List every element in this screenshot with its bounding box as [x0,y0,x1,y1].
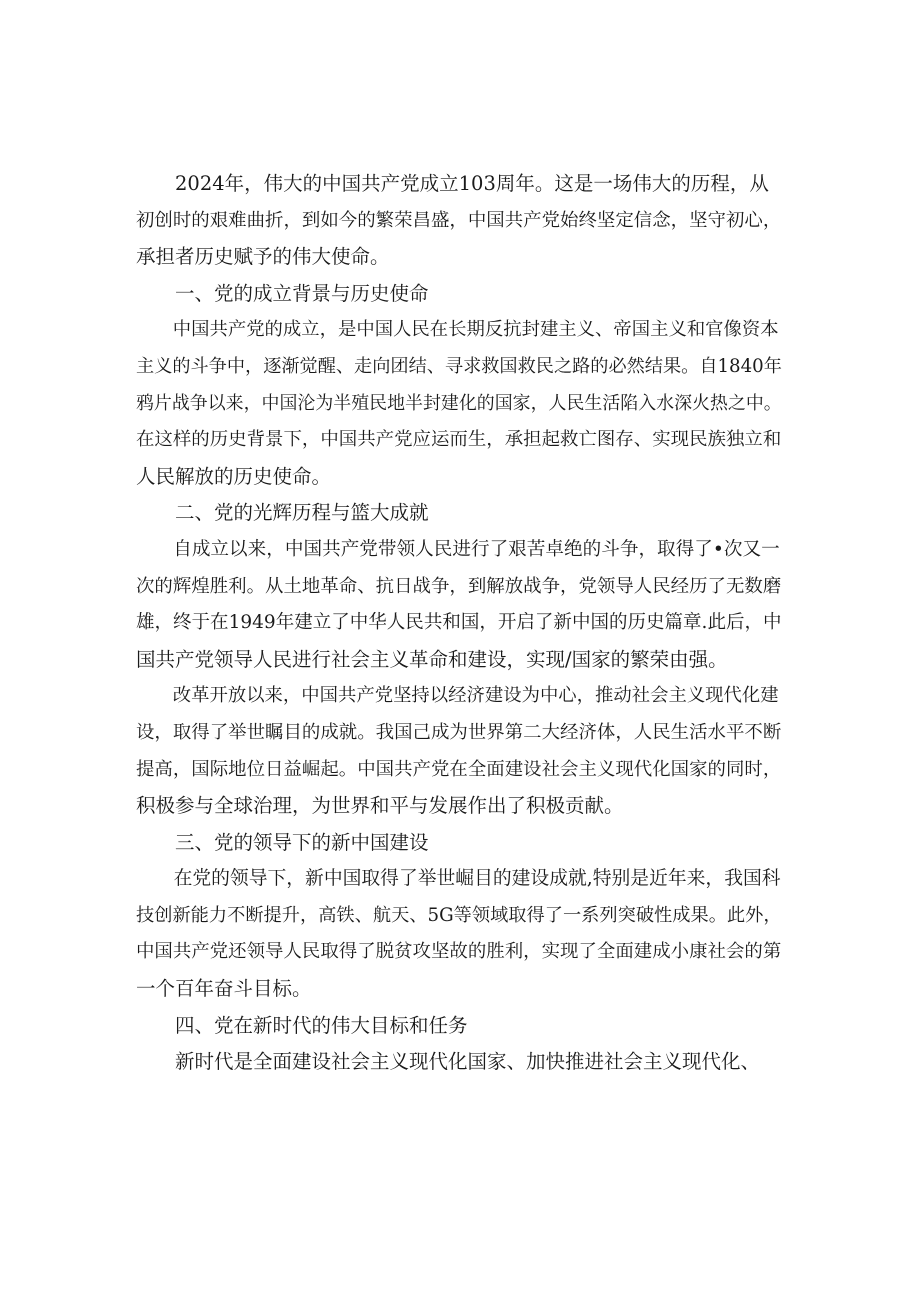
section1-paragraph [136,312,782,495]
paragraph-line: 在党的领导下，新中国取得了举世崛目的建设成就,特别是近年来，我国科 [173,868,781,890]
paragraph-line: 技创新能力不断提升，高铁、航天、5G等领域取得了一系列突破性成果。此外， [136,904,782,926]
intro-paragraph [136,166,782,276]
intro-line: 承担者历史赋予的伟大使命。 [136,245,390,269]
intro-line: 初创时的艰难曲折，到如今的繁荣昌盛，中国共产党始终坚定信念，坚守初心， [136,209,782,231]
paragraph-line: 积极参与全球治理，为世界和平与发展作出了积极贡献。 [136,794,624,818]
section-heading-1: 一、党的成立背景与历史使命 [175,281,429,305]
paragraph-line: 中国共产党还领导人民取得了脱贫攻坚故的胜利，实现了全面建成小康社会的第 [136,941,782,963]
paragraph-line: 中国共产党的成立，是中国人民在长期反抗封建主义、帝国主义和官像资本 [172,319,779,341]
paragraph-line: 设，取得了举世瞩目的成就。我国己成为世界第二大经济体，人民生活水平不断 [136,721,782,743]
intro-line: 2024年，伟大的中国共产党成立103周年。这是一场伟大的历程，从 [175,172,769,195]
paragraph-line: 鸦片战争以来，中国沦为半殖民地半封建化的国家，人民生活陷入水深火热之中。 [136,392,782,414]
paragraph-line: 次的辉煌胜利。从土地革命、抗日战争，到解放战争，党领导人民经历了无数磨 [136,575,782,597]
section4-paragraph [136,1044,782,1081]
section2-paragraph-1 [136,532,782,678]
section3-paragraph [136,861,782,1007]
paragraph-line: 雄，终于在1949年建立了中华人民共和国，开启了新中国的历史篇章.此后，中 [136,612,782,634]
section-heading-4: 四、党在新时代的伟大目标和任务 [175,1013,468,1037]
paragraph-line: 新时代是全面建设社会主义现代化国家、加快推进社会主义现代化、 [175,1050,761,1074]
section-heading-2: 二、党的光辉历程与篮大成就 [175,501,429,525]
paragraph-line: 改革开放以来，中国共产党坚持以经济建设为中心，推动社会主义现代化建 [172,685,779,707]
document-body [136,166,782,1081]
section2-paragraph-2 [136,678,782,824]
paragraph-line: 人民解放的历史使命。 [136,464,332,488]
section-heading-3: 三、党的领导下的新中国建设 [175,830,429,854]
paragraph-line: 自成立以来，中国共产党带领人民进行了艰苦卓绝的斗争，取得了•次又一 [173,538,780,560]
paragraph-line: 主义的斗争中，逐渐觉醒、走向团结、寻求救国救民之路的必然结果。自1840年 [136,355,782,377]
paragraph-line: 一个百年奋斗目标。 [136,977,312,1001]
paragraph-line: 提高，国际地位日益崛起。中国共产党在全面建设社会主义现代化国家的同时， [136,758,782,780]
paragraph-line: 国共产党领导人民进行社会主义革命和建设，实现/国家的繁荣由强。 [136,647,728,671]
paragraph-line: 在这样的历史背景下，中国共产党应运而生，承担起救亡图存、实现民族独立和 [136,429,782,451]
